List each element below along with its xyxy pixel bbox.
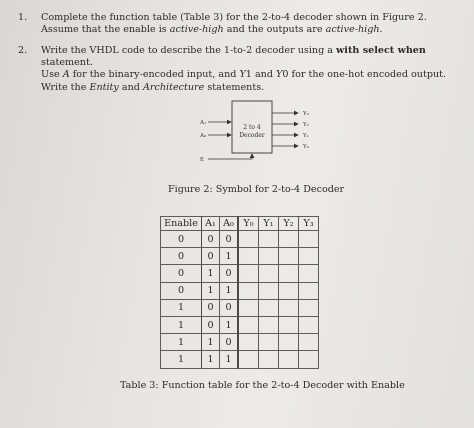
- question-text: [41, 45, 458, 94]
- table-row: [161, 265, 319, 282]
- text: .: [379, 24, 383, 36]
- question-line: [41, 24, 448, 36]
- text: Complete the function table (Table 3) for the 2-to-4 decoder shown in Figure 2.: [41, 12, 427, 23]
- table-row: [161, 299, 319, 316]
- table-row: [161, 231, 319, 248]
- output-label-y2: Y₂: [303, 122, 309, 128]
- output-cell[interactable]: [259, 316, 279, 333]
- text: 0 for the one-hot encoded output.: [282, 69, 447, 81]
- output-cell[interactable]: [299, 316, 319, 333]
- input-label-a1: A₁: [200, 120, 207, 126]
- output-cell[interactable]: [299, 351, 319, 368]
- variable: A: [62, 69, 70, 81]
- output-cell[interactable]: [299, 248, 319, 265]
- output-cell[interactable]: [279, 248, 299, 265]
- column-header: Y₀: [238, 217, 259, 231]
- figure-caption: Figure 2: Symbol for 2-to-4 Decoder: [168, 184, 345, 195]
- output-cell[interactable]: [259, 248, 279, 265]
- output-cell[interactable]: [259, 299, 279, 316]
- input-cell: 1: [220, 351, 239, 368]
- block-label-line2: Decoder: [239, 132, 265, 139]
- column-header: Y₃: [299, 217, 319, 231]
- question-number: 2.: [18, 45, 28, 56]
- decoder-symbol: [186, 96, 326, 171]
- output-cell[interactable]: [238, 299, 259, 316]
- column-header: Y₁: [259, 217, 279, 231]
- output-cell[interactable]: [299, 299, 319, 316]
- output-cell[interactable]: [279, 265, 299, 282]
- variable: Y: [276, 69, 283, 81]
- output-label-y0: Y₀: [303, 144, 309, 150]
- question-line: [41, 69, 458, 81]
- output-cell[interactable]: [279, 316, 299, 333]
- input-cell: 1: [161, 334, 202, 351]
- output-cell[interactable]: [299, 334, 319, 351]
- text: Write the: [41, 81, 90, 93]
- table-body: [161, 231, 319, 369]
- table-row: [161, 351, 319, 368]
- text: Write the VHDL code to describe the 1-to-2 decoder using a: [41, 45, 337, 56]
- input-cell: 1: [202, 334, 220, 351]
- output-cell[interactable]: [279, 282, 299, 299]
- table-row: [161, 316, 319, 333]
- output-cell[interactable]: [238, 316, 259, 333]
- input-cell: 1: [161, 299, 202, 316]
- emphasis: Architecture: [142, 81, 205, 93]
- input-cell: 1: [220, 282, 239, 299]
- emphasis: active-high: [169, 24, 224, 36]
- input-cell: 0: [161, 231, 202, 248]
- table-header-row: [161, 217, 319, 231]
- column-header: A₁: [202, 217, 220, 231]
- output-cell[interactable]: [279, 334, 299, 351]
- output-cell[interactable]: [279, 231, 299, 248]
- question-text: [41, 12, 448, 36]
- input-cell: 1: [220, 316, 239, 333]
- output-cell[interactable]: [279, 299, 299, 316]
- table-caption: Table 3: Function table for the 2-to-4 Decoder with Enable: [120, 380, 405, 391]
- text: 1 and: [245, 69, 277, 81]
- input-cell: 0: [161, 282, 202, 299]
- output-cell[interactable]: [238, 351, 259, 368]
- question-2: [18, 45, 458, 94]
- output-cell[interactable]: [259, 282, 279, 299]
- table-row: [161, 248, 319, 265]
- emphasis: active-high: [325, 24, 380, 36]
- output-cell[interactable]: [238, 265, 259, 282]
- input-cell: 1: [202, 282, 220, 299]
- block-label-line1: 2 to 4: [243, 124, 261, 131]
- variable: Y: [239, 69, 246, 81]
- input-cell: 0: [202, 316, 220, 333]
- text: Use: [41, 69, 63, 81]
- input-cell: 0: [220, 231, 239, 248]
- output-cell[interactable]: [238, 248, 259, 265]
- input-cell: 0: [220, 299, 239, 316]
- bold-keyword: with select when: [336, 45, 426, 56]
- text: statements.: [204, 81, 265, 93]
- input-cell: 1: [220, 248, 239, 265]
- output-cell[interactable]: [259, 351, 279, 368]
- input-cell: 0: [220, 265, 239, 282]
- output-cell[interactable]: [279, 351, 299, 368]
- emphasis: Entity: [89, 81, 119, 93]
- text: for the binary-encoded input, and: [69, 69, 240, 81]
- question-1: [18, 12, 448, 36]
- text: and the outputs are: [223, 24, 326, 36]
- output-cell[interactable]: [299, 231, 319, 248]
- question-number: 1.: [18, 12, 28, 23]
- input-cell: 0: [161, 265, 202, 282]
- input-cell: 1: [202, 265, 220, 282]
- enable-arrow: [208, 154, 252, 159]
- output-label-y1: Y₁: [303, 133, 309, 139]
- question-line: [41, 12, 448, 24]
- input-cell: 1: [161, 316, 202, 333]
- input-cell: 0: [202, 299, 220, 316]
- output-cell[interactable]: [238, 231, 259, 248]
- output-cell[interactable]: [238, 282, 259, 299]
- text: Assume that the enable is: [41, 24, 170, 36]
- output-cell[interactable]: [299, 265, 319, 282]
- question-line: [41, 82, 458, 94]
- input-cell: 0: [220, 334, 239, 351]
- output-cell[interactable]: [259, 334, 279, 351]
- input-label-enable: E: [200, 157, 205, 163]
- output-cell[interactable]: [299, 282, 319, 299]
- output-label-y3: Y₃: [303, 111, 309, 117]
- table-row: [161, 334, 319, 351]
- input-cell: 0: [161, 248, 202, 265]
- question-line: [41, 45, 458, 69]
- output-cell[interactable]: [259, 265, 279, 282]
- output-cell[interactable]: [238, 334, 259, 351]
- column-header: Y₂: [279, 217, 299, 231]
- input-label-a0: A₀: [200, 133, 207, 139]
- table-row: [161, 282, 319, 299]
- input-cell: 0: [202, 248, 220, 265]
- output-cell[interactable]: [259, 231, 279, 248]
- input-cell: 0: [202, 231, 220, 248]
- column-header: A₀: [220, 217, 239, 231]
- function-table: [160, 216, 319, 369]
- input-cell: 1: [202, 351, 220, 368]
- text: and: [118, 81, 143, 93]
- column-header: Enable: [161, 217, 202, 231]
- input-cell: 1: [161, 351, 202, 368]
- text: statement.: [41, 57, 93, 69]
